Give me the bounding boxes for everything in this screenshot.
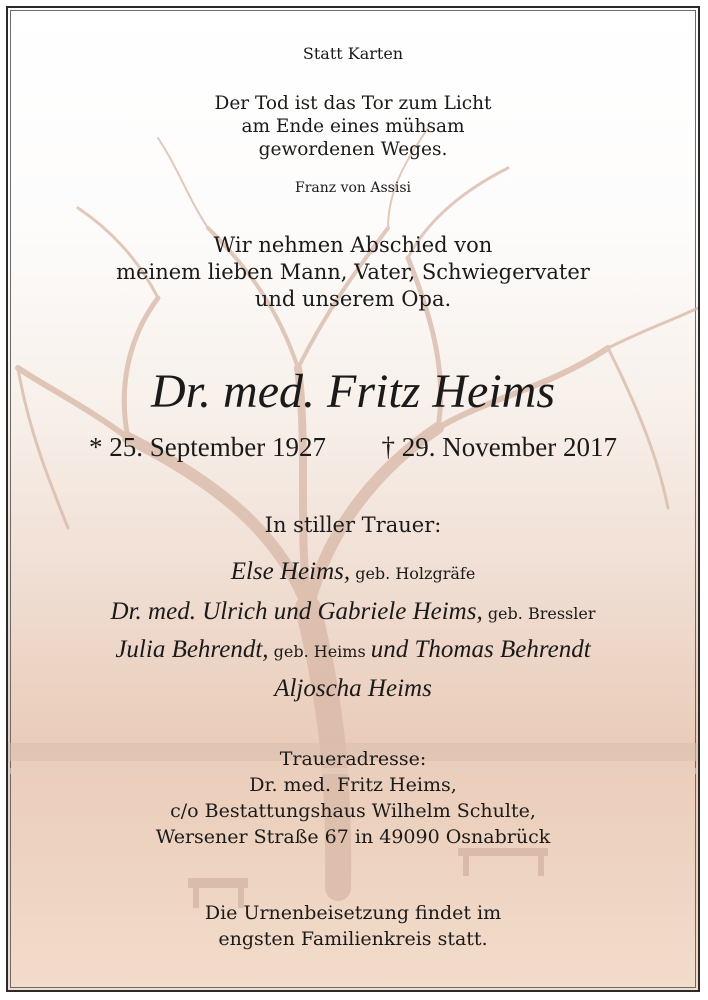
mourning-label: In stiller Trauer: [264, 513, 442, 537]
quote [8, 92, 698, 161]
mourner-line [8, 675, 698, 703]
closing-line: Die Urnenbeisetzung findet im [204, 902, 502, 924]
quote-line: Der Tod ist das Tor zum Licht [214, 93, 492, 114]
life-dates [8, 432, 698, 463]
mourner-line [8, 558, 698, 586]
header-statt-karten: Statt Karten [302, 44, 404, 63]
address-line: Traueradresse: [279, 748, 427, 770]
address-block [8, 746, 698, 850]
mourner-line [8, 636, 698, 664]
address-line: c/o Bestattungshaus Wilhelm Schulte, [170, 800, 536, 822]
deceased-name: Dr. med. Fritz Heims [151, 365, 555, 418]
intro-text [8, 232, 698, 313]
mourner-name: Aljoscha Heims [274, 675, 432, 702]
quote-author: Franz von Assisi [294, 180, 412, 196]
address-line: Wersener Straße 67 in 49090 Osnabrück [155, 826, 551, 848]
mourner-name: Else Heims, [230, 558, 351, 585]
address-line: Dr. med. Fritz Heims, [249, 774, 457, 796]
intro-line: und unserem Opa. [254, 287, 452, 311]
mourner-line [8, 598, 698, 626]
birth-date: * 25. September 1927 [89, 432, 326, 462]
mourner-name: Dr. med. Ulrich und Gabriele Heims, [110, 598, 483, 625]
obituary-frame [6, 6, 700, 992]
mourner-note: geb. Holzgräfe [355, 564, 476, 583]
closing-text [8, 900, 698, 952]
intro-line: meinem lieben Mann, Vater, Schwiegervater [116, 260, 590, 284]
quote-line: am Ende eines mühsam [241, 116, 465, 137]
closing-line: engsten Familienkreis statt. [218, 928, 488, 950]
mourner-note: geb. Bressler [487, 604, 596, 623]
death-date: † 29. November 2017 [381, 432, 617, 462]
mourner-name: und Thomas Behrendt [370, 636, 591, 663]
quote-line: gewordenen Weges. [258, 139, 448, 160]
mourner-note: geb. Heims [273, 642, 366, 661]
mourner-name: Julia Behrendt, [115, 636, 269, 663]
intro-line: Wir nehmen Abschied von [213, 233, 493, 257]
